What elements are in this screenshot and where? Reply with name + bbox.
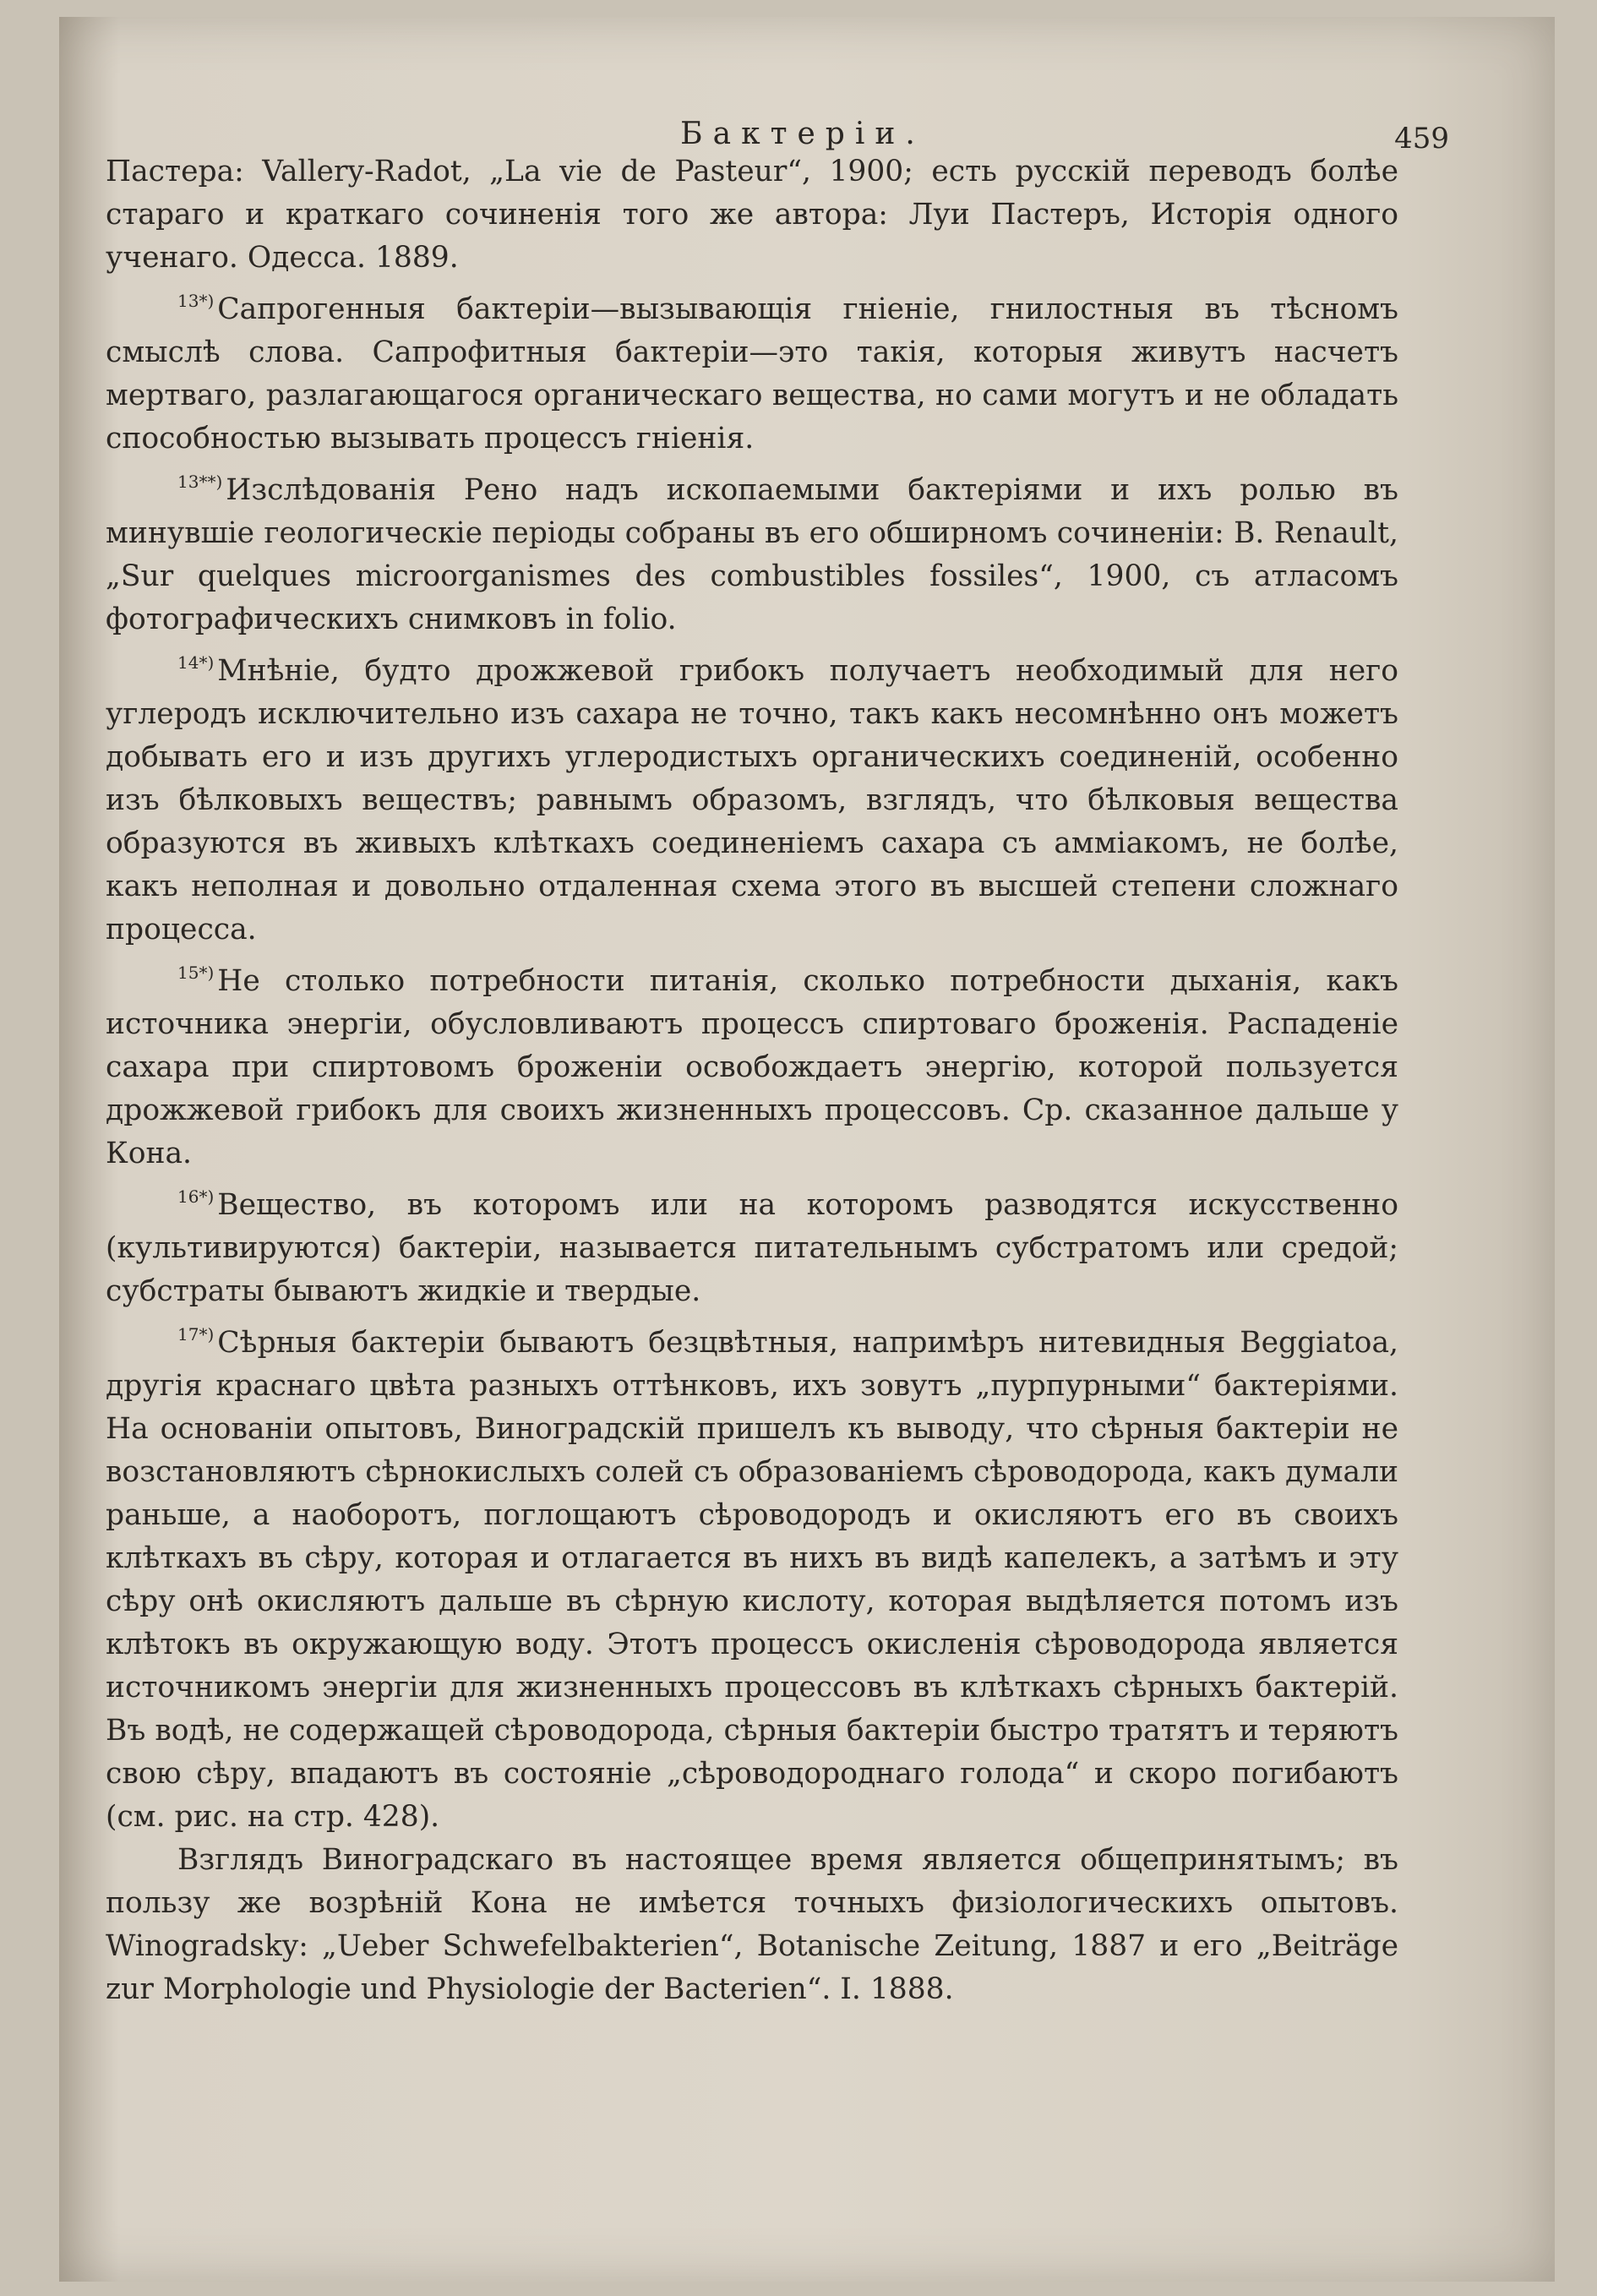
body-text	[106, 150, 1398, 2011]
footnote-number: 13**)	[177, 472, 223, 492]
footnote-number: 17*)	[177, 1324, 215, 1344]
footnote-text: Не столько потребности питанія, сколько потребности дыханія, какъ источника энергіи, обусловливаютъ процессъ спиртоваго броженія. Распаденіе сахара при спиртовомъ броженіи освобождаетъ энергію, которой пользуется дрожжевой грибокъ для своихъ жизненныхъ процессовъ. Ср. сказанное дальше у Кона.	[106, 964, 1398, 1170]
footnote-15	[106, 952, 1398, 1175]
footnote-text: Изслѣдованія Рено надъ ископаемыми бактеріями и ихъ ролью въ минувшіе геологическіе періоды собраны въ его обширномъ сочиненіи: B. Renault, „Sur quelques microorganismes des combustibles fossiles“, 1900, съ атласомъ фотографическихъ снимковъ in folio.	[106, 473, 1398, 636]
paragraph-text: Взглядъ Виноградскаго въ настоящее время является общепринятымъ; въ пользу же возрѣній Кона не имѣется точныхъ физіологическихъ опытовъ. Winogradsky: „Ueber Schwefelbakterien“, Botanische Zeitung, 1887 и его „Beiträge zur Morphologie und Physiologie der Bacterien“. I. 1888.	[106, 1843, 1398, 2006]
paragraph-continuation	[106, 150, 1398, 280]
page-number: 459	[1394, 122, 1449, 155]
footnote-text: Сапрогенныя бактеріи—вызывающія гніеніе, гнилостныя въ тѣсномъ смыслѣ слова. Сапрофитныя бактеріи—это такія, которыя живутъ насчетъ мертваго, разлагающагося органическаго вещества, но сами могутъ и не обладать способностью вызывать процессъ гніенія.	[106, 292, 1398, 455]
footnote-number: 16*)	[177, 1186, 215, 1207]
footnote-number: 13*)	[177, 291, 215, 311]
footnote-16	[106, 1175, 1398, 1313]
footnote-13b	[106, 461, 1398, 641]
footnote-number: 14*)	[177, 652, 215, 673]
footnote-number: 15*)	[177, 963, 215, 983]
footnote-13a	[106, 280, 1398, 461]
footnote-text: Вещество, въ которомъ или на которомъ разводятся искусственно (культивируются) бактеріи, называется питательнымъ субстратомъ или средой; субстраты бываютъ жидкіе и твердые.	[106, 1188, 1398, 1308]
footnote-17	[106, 1313, 1398, 1839]
paragraph-closing	[106, 1839, 1398, 2011]
running-title: Бактеріи.	[680, 117, 925, 151]
paragraph-text: Пастера: Vallery-Radot, „La vie de Pasteur“, 1900; есть русскій переводъ болѣе стараго и краткаго сочиненія того же автора: Луи Пастеръ, Исторія одного ученаго. Одесса. 1889.	[106, 155, 1398, 275]
footnote-14	[106, 641, 1398, 952]
footnote-text: Мнѣніе, будто дрожжевой грибокъ получаетъ необходимый для него углеродъ исключительно изъ сахара не точно, такъ какъ несомнѣнно онъ можетъ добывать его и изъ другихъ углеродистыхъ органическихъ соединеній, особенно изъ бѣлковыхъ веществъ; равнымъ образомъ, взглядъ, что бѣлковыя вещества образуются въ живыхъ клѣткахъ соединеніемъ сахара съ амміакомъ, не болѣе, какъ неполная и довольно отдаленная схема этого въ высшей степени сложнаго процесса.	[106, 654, 1398, 946]
footnote-text: Сѣрныя бактеріи бываютъ безцвѣтныя, напримѣръ нитевидныя Beggiatoa, другія краснаго цвѣта разныхъ оттѣнковъ, ихъ зовутъ „пурпурными“ бактеріями. На основаніи опытовъ, Виноградскій пришелъ къ выводу, что сѣрныя бактеріи не возстановляютъ сѣрнокислыхъ солей съ образованіемъ сѣроводорода, какъ думали раньше, а наоборотъ, поглощаютъ сѣроводородъ и окисляютъ его въ своихъ клѣткахъ въ сѣру, которая и отлагается въ нихъ въ видѣ капелекъ, а затѣмъ и эту сѣру онѣ окисляютъ дальше въ сѣрную кислоту, которая выдѣляется потомъ изъ клѣтокъ въ окружающую воду. Этотъ процессъ окисленія сѣроводорода является источникомъ энергіи для жизненныхъ процессовъ въ клѣткахъ сѣрныхъ бактерій. Въ водѣ, не содержащей сѣроводорода, сѣрныя бактеріи быстро тратятъ и теряютъ свою сѣру, впадаютъ въ состояніе „сѣроводороднаго голода“ и скоро погибаютъ (см. рис. на стр. 428).	[106, 1326, 1398, 1834]
